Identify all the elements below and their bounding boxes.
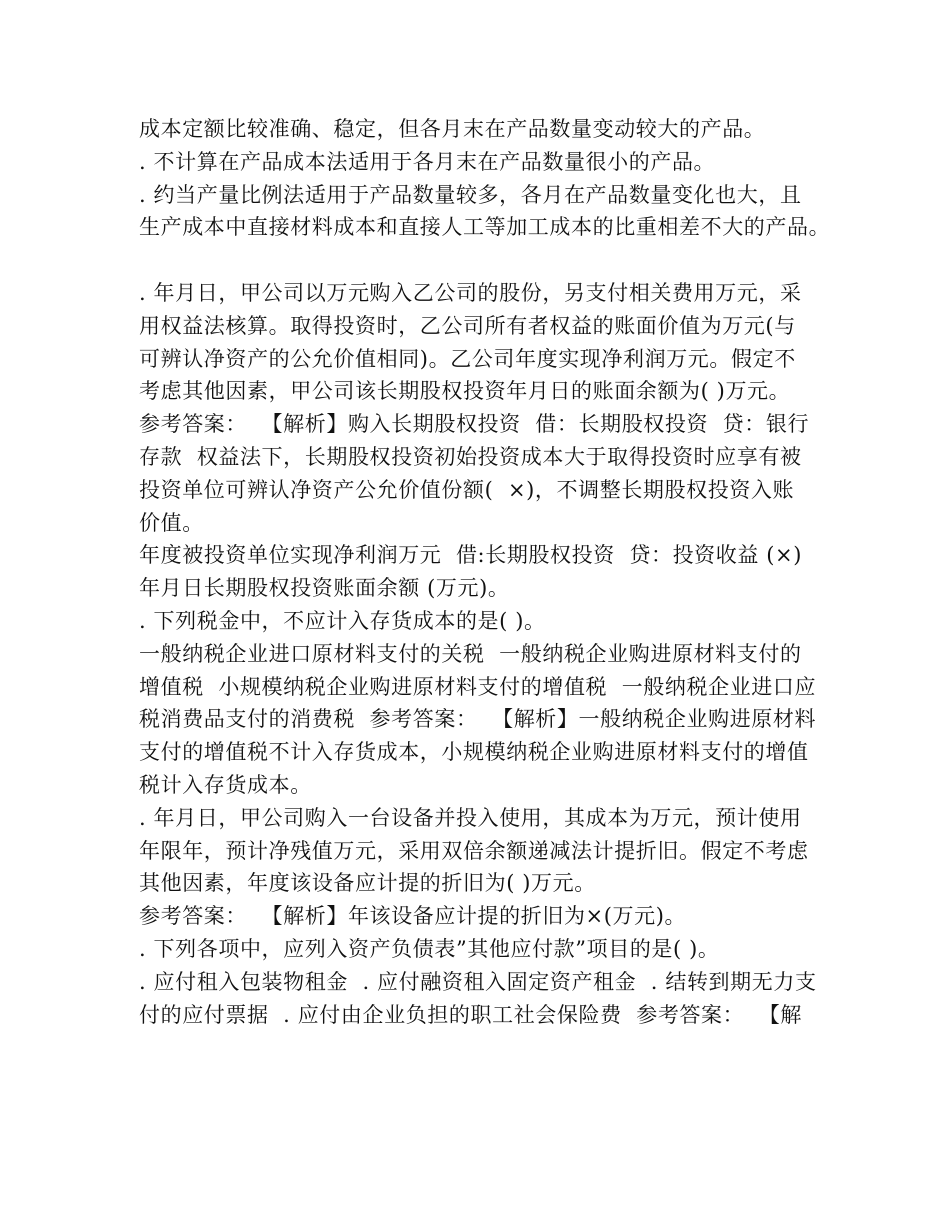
text-line: 增值税 小规模纳税企业购进原材料支付的增值税 一般纳税企业进口应: [139, 674, 817, 699]
paragraph-cost-methods: [139, 113, 831, 244]
text-line: 参考答案： 【解析】购入长期股权投资 借：长期股权投资 贷：银行: [139, 412, 810, 437]
text-line: 年度被投资单位实现净利润万元 借:长期股权投资 贷：投资收益 (×): [139, 543, 803, 568]
document-body: [139, 113, 831, 1031]
text-line: 可辨认净资产的公允价值相同)。乙公司年度实现净利润万元。假定不: [139, 346, 796, 371]
text-line: . 约当产量比例法适用于产品数量较多，各月在产品数量变化也大，且: [139, 182, 802, 207]
text-line: 成本定额比较准确、稳定，但各月末在产品数量变动较大的产品。: [139, 117, 766, 141]
text-line: 年限年，预计净残值万元，采用双倍余额递减法计提折旧。假定不考虑: [139, 838, 809, 863]
text-line: 年月日长期股权投资账面余额 (万元)。: [139, 576, 510, 601]
paragraph-gap: [139, 244, 819, 277]
text-line: 价值。: [139, 510, 204, 535]
text-line: . 应付租入包装物租金 . 应付融资租入固定资产租金 . 结转到期无力支: [139, 969, 817, 994]
text-line: 考虑其他因素，甲公司该长期股权投资年月日的账面余额为( )万元。: [139, 379, 791, 404]
text-line: . 下列税金中，不应计入存货成本的是( )。: [139, 608, 546, 633]
text-line: 投资单位可辨认净资产公允价值份额( ×)，不调整长期股权投资入账: [139, 477, 795, 502]
text-line: 用权益法核算。取得投资时，乙公司所有者权益的账面价值为万元(与: [139, 313, 796, 338]
text-line: 其他因素，年度该设备应计提的折旧为( )万元。: [139, 871, 596, 896]
text-line: 支付的增值税不计入存货成本，小规模纳税企业购进原材料支付的增值: [139, 740, 809, 765]
text-line: 存款 权益法下，长期股权投资初始投资成本大于取得投资时应享有被: [139, 444, 802, 469]
text-line: 税计入存货成本。: [139, 772, 312, 797]
paragraph-questions: [139, 277, 819, 1031]
text-line: 一般纳税企业进口原材料支付的关税 一般纳税企业购进原材料支付的: [139, 641, 802, 666]
text-line: 参考答案： 【解析】年该设备应计提的折旧为×(万元)。: [139, 904, 687, 929]
text-line: . 不计算在产品成本法适用于各月末在产品数量很小的产品。: [139, 149, 716, 174]
text-line: . 年月日，甲公司购入一台设备并投入使用，其成本为万元，预计使用: [139, 805, 802, 830]
text-line: 生产成本中直接材料成本和直接人工等加工成本的比重相差不大的产品。: [139, 215, 831, 240]
text-line: . 下列各项中，应列入资产负债表”其他应付款”项目的是( )。: [139, 936, 720, 961]
text-line: 税消费品支付的消费税 参考答案： 【解析】一般纳税企业购进原材料: [139, 707, 817, 732]
text-line: . 年月日，甲公司以万元购入乙公司的股份，另支付相关费用万元，采: [139, 280, 802, 305]
text-line: 付的应付票据 . 应付由企业负担的职工社会保险费 参考答案： 【解: [139, 1002, 802, 1027]
